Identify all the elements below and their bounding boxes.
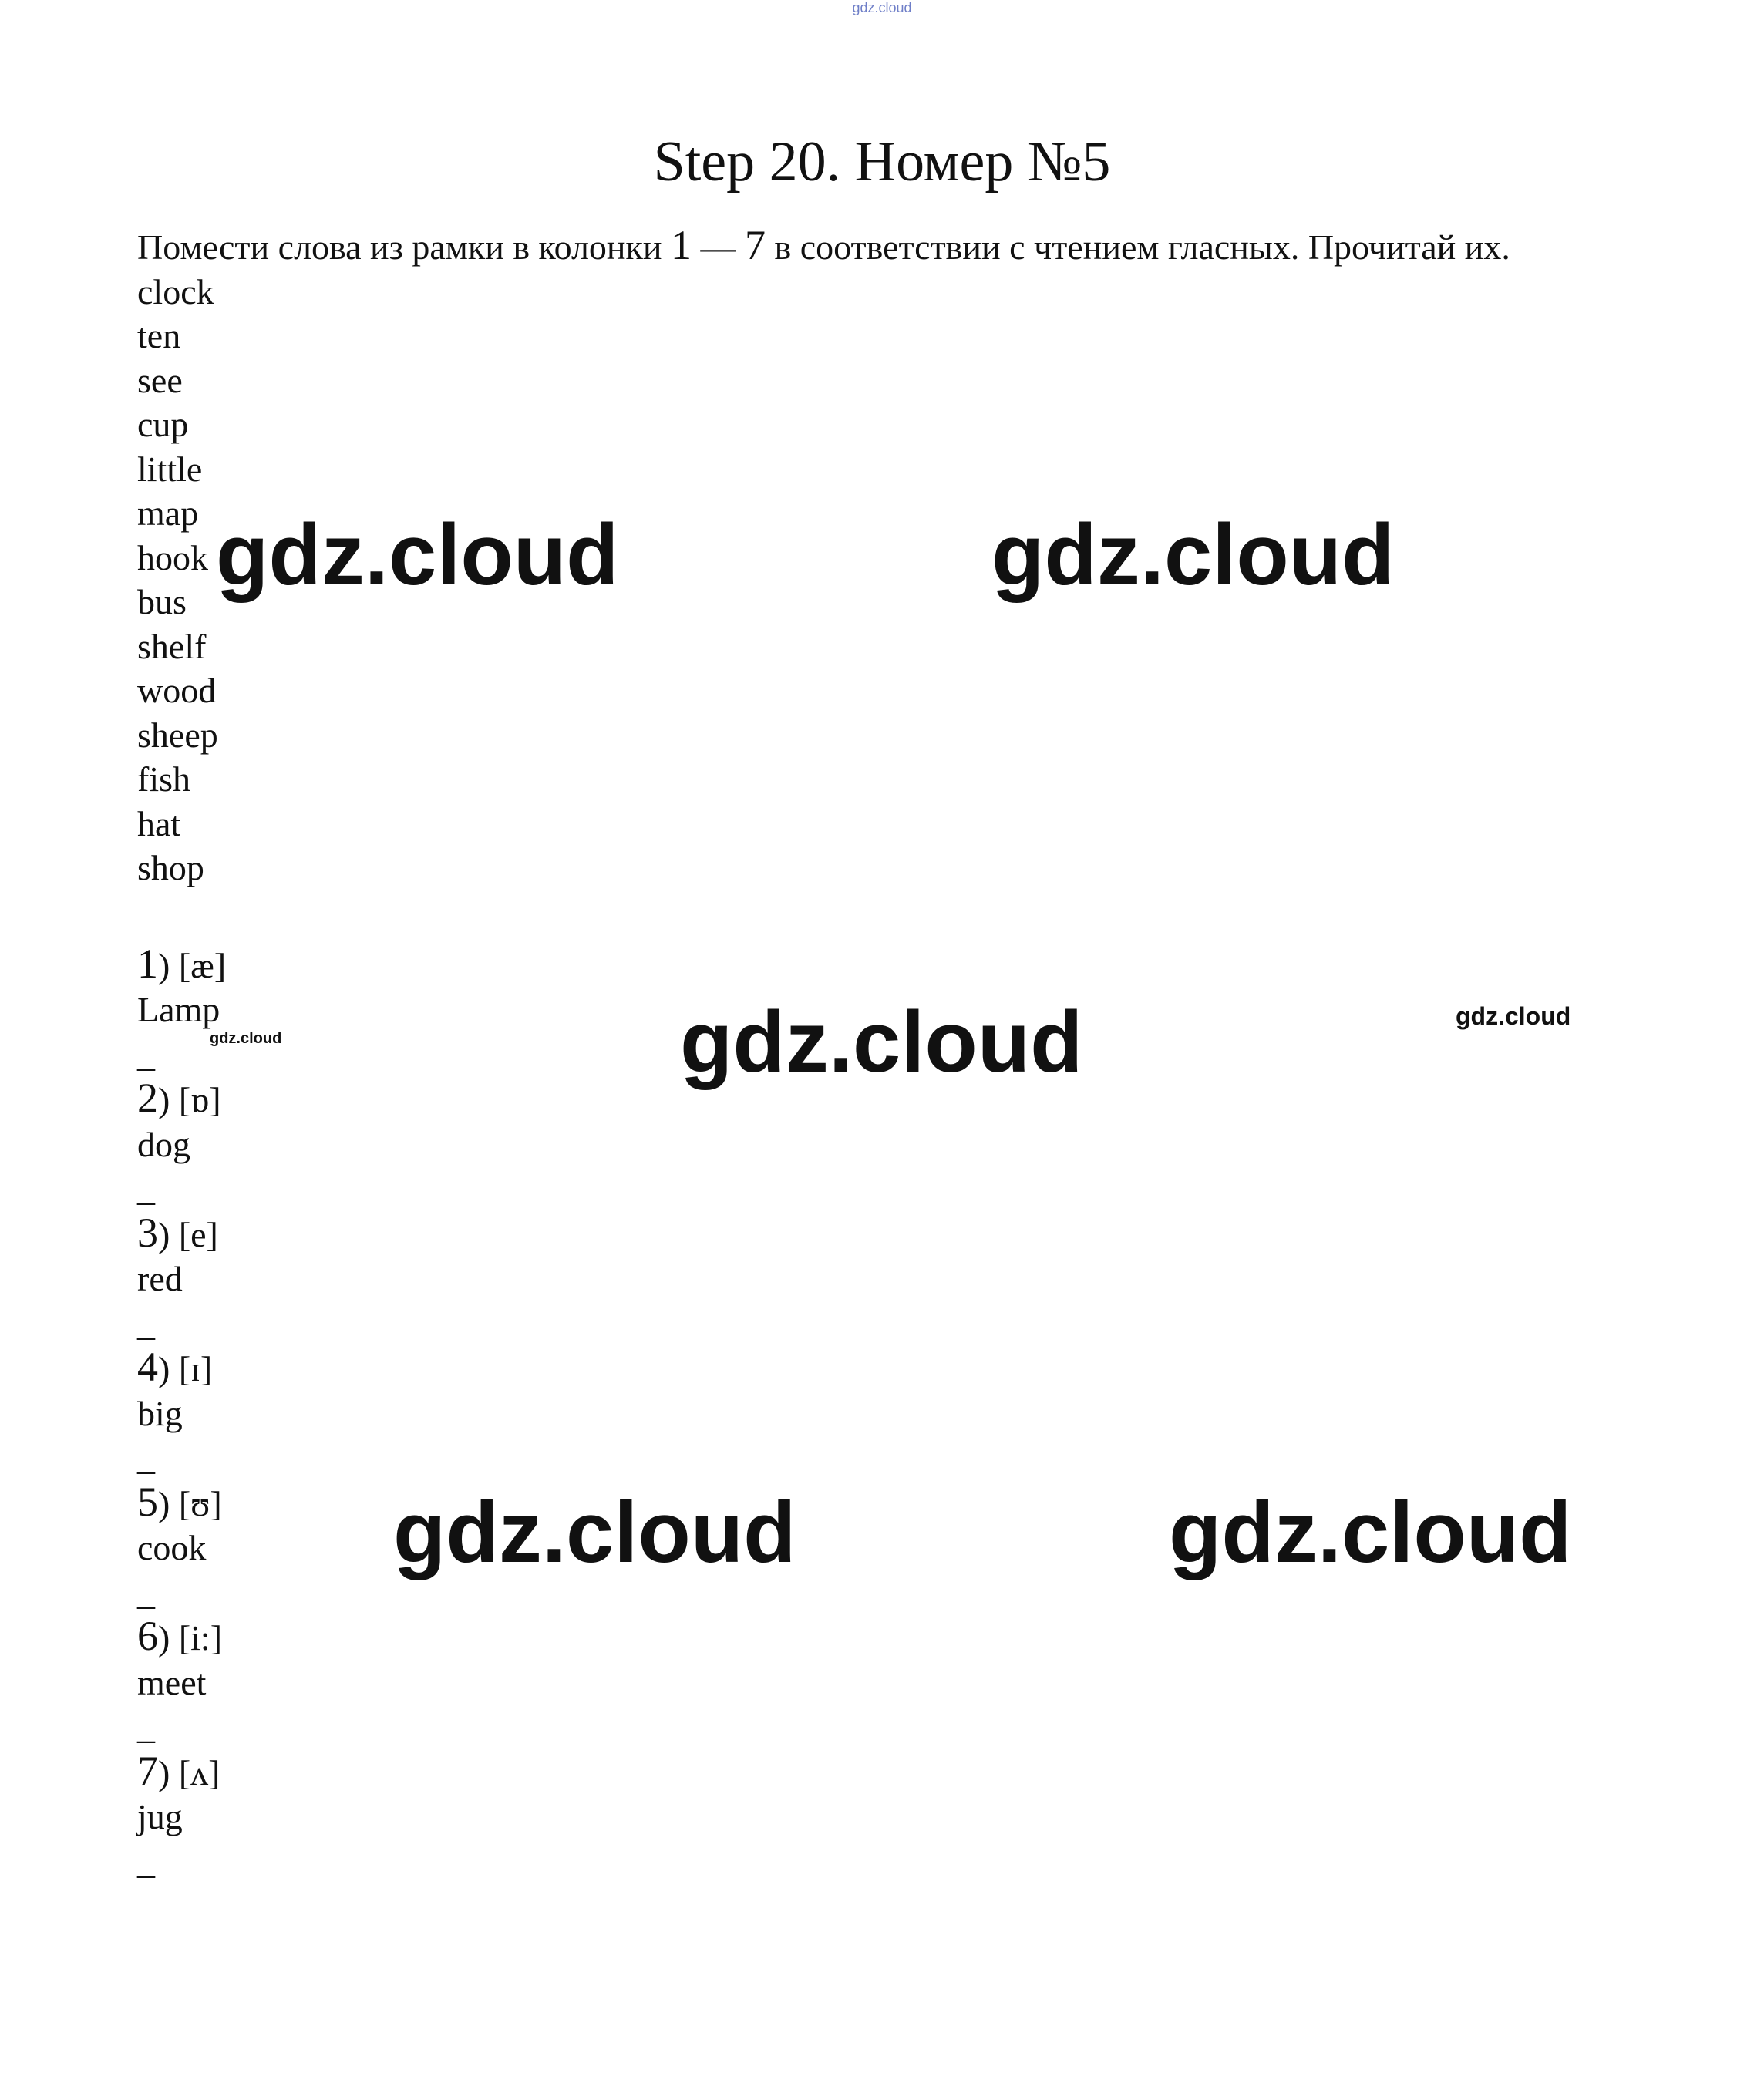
word-box-item: cup <box>137 405 189 444</box>
word-box-item: ten <box>137 316 181 355</box>
column-example: meet <box>137 1662 207 1702</box>
watermark: gdz.cloud <box>991 507 1395 603</box>
column-number: 3 <box>137 1209 158 1256</box>
sound-column <box>137 1076 1641 1211</box>
watermark: gdz.cloud <box>210 1030 282 1047</box>
sound-column <box>137 1211 1641 1346</box>
watermark: gdz.cloud <box>1169 1484 1572 1580</box>
column-number: 1 <box>137 940 158 987</box>
sound-column <box>137 1749 1641 1884</box>
sound-column <box>137 1614 1641 1749</box>
column-sound: ) [ʌ] <box>158 1752 220 1792</box>
column-example: cook <box>137 1528 207 1567</box>
column-example: jug <box>137 1797 183 1836</box>
word-box-item: shop <box>137 848 204 887</box>
sound-column <box>137 1345 1641 1480</box>
column-sound: ) [e] <box>158 1214 218 1254</box>
column-sound: ) [æ] <box>158 945 227 985</box>
spacer <box>137 890 1641 942</box>
column-blank: _ <box>137 1841 155 1881</box>
page-title: Step 20. Номер №5 <box>653 130 1111 194</box>
column-sound: ) [ʊ] <box>158 1483 222 1523</box>
column-blank: _ <box>137 1707 155 1746</box>
word-box-item: hat <box>137 803 181 843</box>
column-number: 5 <box>137 1478 158 1525</box>
column-sound: ) [i:] <box>158 1618 223 1658</box>
column-blank: _ <box>137 1572 155 1612</box>
column-example: Lamp <box>137 990 220 1029</box>
column-blank: _ <box>137 1438 155 1477</box>
column-sound: ) [ɒ] <box>158 1080 221 1119</box>
header-watermark: gdz.cloud <box>852 0 912 15</box>
instruction-range-end: 7 <box>745 222 766 268</box>
column-number: 4 <box>137 1344 158 1390</box>
column-example: dog <box>137 1124 190 1164</box>
column-blank: _ <box>137 1303 155 1343</box>
watermark: gdz.cloud <box>1456 1002 1571 1030</box>
column-number: 2 <box>137 1075 158 1121</box>
word-box-item: little <box>137 449 203 489</box>
watermark: gdz.cloud <box>216 507 619 603</box>
watermark: gdz.cloud <box>393 1484 796 1580</box>
word-box-item: clock <box>137 271 214 311</box>
watermark: gdz.cloud <box>680 994 1083 1090</box>
instruction-dash: — <box>692 227 745 267</box>
word-box-item: shelf <box>137 626 207 666</box>
word-box-item: wood <box>137 671 217 710</box>
instruction-after: в соответствии с чтением гласных. Прочитай их. <box>766 227 1510 267</box>
column-blank: _ <box>137 1169 155 1208</box>
instruction-text <box>137 224 1641 270</box>
column-blank: _ <box>137 1034 155 1074</box>
column-example: red <box>137 1259 183 1298</box>
column-number: 7 <box>137 1747 158 1794</box>
word-box-item: fish <box>137 759 190 799</box>
column-number: 6 <box>137 1613 158 1659</box>
word-box-item: see <box>137 360 183 400</box>
word-box-item: map <box>137 493 199 533</box>
instruction-range-start: 1 <box>671 222 692 268</box>
instruction-before: Помести слова из рамки в колонки <box>137 227 671 267</box>
word-box-item: hook <box>137 537 208 577</box>
word-box-item: bus <box>137 582 187 621</box>
word-box-item: sheep <box>137 715 218 755</box>
column-example: big <box>137 1393 183 1433</box>
column-sound: ) [ɪ] <box>158 1349 213 1388</box>
